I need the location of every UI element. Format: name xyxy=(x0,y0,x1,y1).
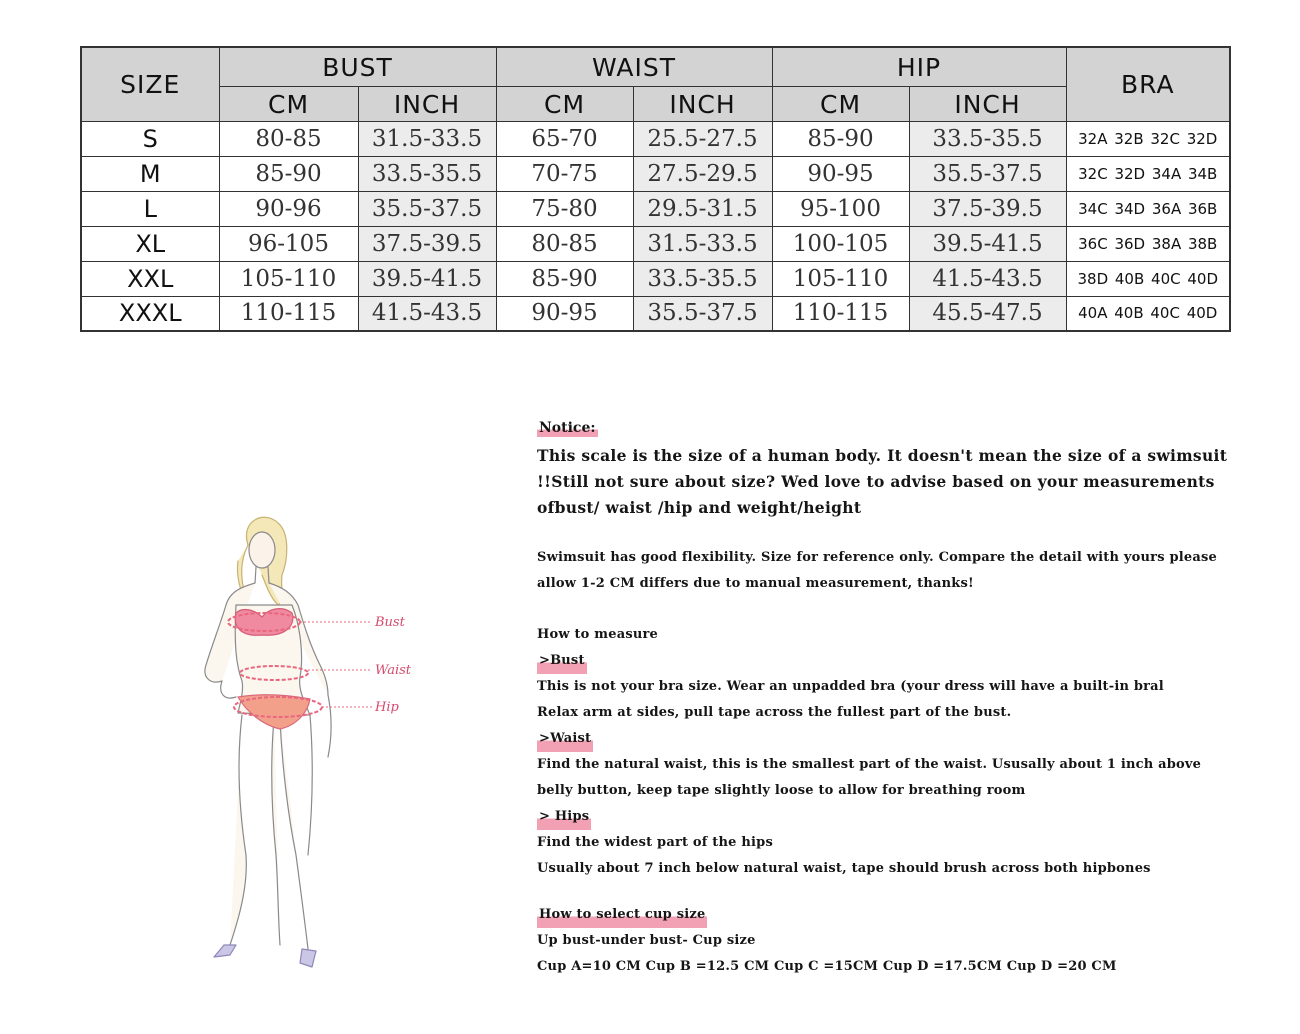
hip-cm-cell: 90-95 xyxy=(772,156,909,191)
size-cell: XXXL xyxy=(81,296,219,331)
waist-inch-cell: 25.5-27.5 xyxy=(633,122,772,157)
waist-inch-cell: 29.5-31.5 xyxy=(633,191,772,226)
unit-header: INCH xyxy=(633,87,772,122)
bra-cell: 36C 36D 38A 38B xyxy=(1066,226,1230,261)
hip-cm-cell: 105-110 xyxy=(772,261,909,296)
waist-instruction-2: belly button, keep tape slightly loose to allow for breathing room xyxy=(537,782,1026,798)
table-row xyxy=(81,191,1230,226)
size-cell: S xyxy=(81,122,219,157)
body-measurement-illustration xyxy=(170,505,460,975)
waist-cm-cell: 85-90 xyxy=(496,261,633,296)
table-row xyxy=(81,156,1230,191)
table-row xyxy=(81,226,1230,261)
cup-size-line-2: Cup A=10 CM Cup B =12.5 CM Cup C =15CM Cup D =17.5CM Cup D =20 CM xyxy=(537,958,1117,974)
waist-inch-cell: 35.5-37.5 xyxy=(633,296,772,331)
size-cell: M xyxy=(81,156,219,191)
bust-inch-cell: 41.5-43.5 xyxy=(358,296,496,331)
hips-instruction-1: Find the widest part of the hips xyxy=(537,834,773,850)
unit-header: INCH xyxy=(909,87,1066,122)
hip-cm-cell: 95-100 xyxy=(772,191,909,226)
hip-inch-cell: 45.5-47.5 xyxy=(909,296,1066,331)
hip-cm-cell: 100-105 xyxy=(772,226,909,261)
bust-inch-cell: 39.5-41.5 xyxy=(358,261,496,296)
unit-header: INCH xyxy=(358,87,496,122)
waist-cm-cell: 75-80 xyxy=(496,191,633,226)
bust-group-header: BUST xyxy=(219,47,496,87)
waist-cm-cell: 70-75 xyxy=(496,156,633,191)
bust-cm-cell: 110-115 xyxy=(219,296,358,331)
cup-size-title: How to select cup size xyxy=(537,902,707,928)
hip-inch-cell: 39.5-41.5 xyxy=(909,226,1066,261)
hip-cm-cell: 85-90 xyxy=(772,122,909,157)
bust-inch-cell: 31.5-33.5 xyxy=(358,122,496,157)
size-notes xyxy=(537,420,1257,980)
notice-title: Notice: xyxy=(539,420,596,436)
size-header: SIZE xyxy=(81,47,219,122)
bra-cell: 32C 32D 34A 34B xyxy=(1066,156,1230,191)
bust-label: Bust xyxy=(375,615,405,630)
hips-instruction-2: Usually about 7 inch below natural waist, tape should brush across both hipbones xyxy=(537,860,1151,876)
hip-label: Hip xyxy=(375,700,399,715)
waist-inch-cell: 33.5-35.5 xyxy=(633,261,772,296)
bust-cm-cell: 85-90 xyxy=(219,156,358,191)
bra-cell: 32A 32B 32C 32D xyxy=(1066,122,1230,157)
table-row xyxy=(81,122,1230,157)
hip-inch-cell: 35.5-37.5 xyxy=(909,156,1066,191)
table-row xyxy=(81,261,1230,296)
waist-cm-cell: 65-70 xyxy=(496,122,633,157)
unit-header: CM xyxy=(219,87,358,122)
hip-inch-cell: 33.5-35.5 xyxy=(909,122,1066,157)
waist-cm-cell: 80-85 xyxy=(496,226,633,261)
waist-instruction-1: Find the natural waist, this is the smallest part of the waist. Ususally about 1 inch above xyxy=(537,756,1202,772)
size-cell: XL xyxy=(81,226,219,261)
bust-cm-cell: 90-96 xyxy=(219,191,358,226)
bra-cell: 38D 40B 40C 40D xyxy=(1066,261,1230,296)
waist-label: Waist xyxy=(375,663,412,678)
waist-inch-cell: 27.5-29.5 xyxy=(633,156,772,191)
waist-inch-cell: 31.5-33.5 xyxy=(633,226,772,261)
notice-body: This scale is the size of a human body. It doesn't mean the size of a swimsuit !!Still not sure about size? Wed love to advise based on your measurements ofbust/ waist /hip and weight/height xyxy=(537,445,1228,517)
size-cell: XXL xyxy=(81,261,219,296)
waist-group-header: WAIST xyxy=(496,47,772,87)
bust-cm-cell: 96-105 xyxy=(219,226,358,261)
bust-inch-cell: 35.5-37.5 xyxy=(358,191,496,226)
unit-header: CM xyxy=(496,87,633,122)
size-chart-table xyxy=(80,46,1231,332)
bra-cell: 40A 40B 40C 40D xyxy=(1066,296,1230,331)
waist-cm-cell: 90-95 xyxy=(496,296,633,331)
bra-cell: 34C 34D 36A 36B xyxy=(1066,191,1230,226)
bust-inch-cell: 37.5-39.5 xyxy=(358,226,496,261)
table-row xyxy=(81,296,1230,331)
bust-instruction-1: This is not your bra size. Wear an unpadded bra (your dress will have a built-in bral xyxy=(537,678,1164,694)
hips-section-title: > Hips xyxy=(537,804,591,830)
bust-cm-cell: 80-85 xyxy=(219,122,358,157)
hip-group-header: HIP xyxy=(772,47,1066,87)
how-to-measure-heading: How to measure xyxy=(537,626,659,642)
flexibility-line-2: allow 1-2 CM differs due to manual measurement, thanks! xyxy=(537,575,974,591)
size-cell: L xyxy=(81,191,219,226)
unit-header: CM xyxy=(772,87,909,122)
hip-inch-cell: 41.5-43.5 xyxy=(909,261,1066,296)
waist-section-title: >Waist xyxy=(537,726,593,752)
bra-header: BRA xyxy=(1066,47,1230,122)
bust-section-title: >Bust xyxy=(537,648,587,674)
flexibility-line-1: Swimsuit has good flexibility. Size for reference only. Compare the detail with yours please xyxy=(537,549,1217,565)
bust-cm-cell: 105-110 xyxy=(219,261,358,296)
hip-cm-cell: 110-115 xyxy=(772,296,909,331)
cup-size-line-1: Up bust-under bust- Cup size xyxy=(537,932,756,948)
bust-instruction-2: Relax arm at sides, pull tape across the fullest part of the bust. xyxy=(537,704,1012,720)
hip-inch-cell: 37.5-39.5 xyxy=(909,191,1066,226)
bust-inch-cell: 33.5-35.5 xyxy=(358,156,496,191)
